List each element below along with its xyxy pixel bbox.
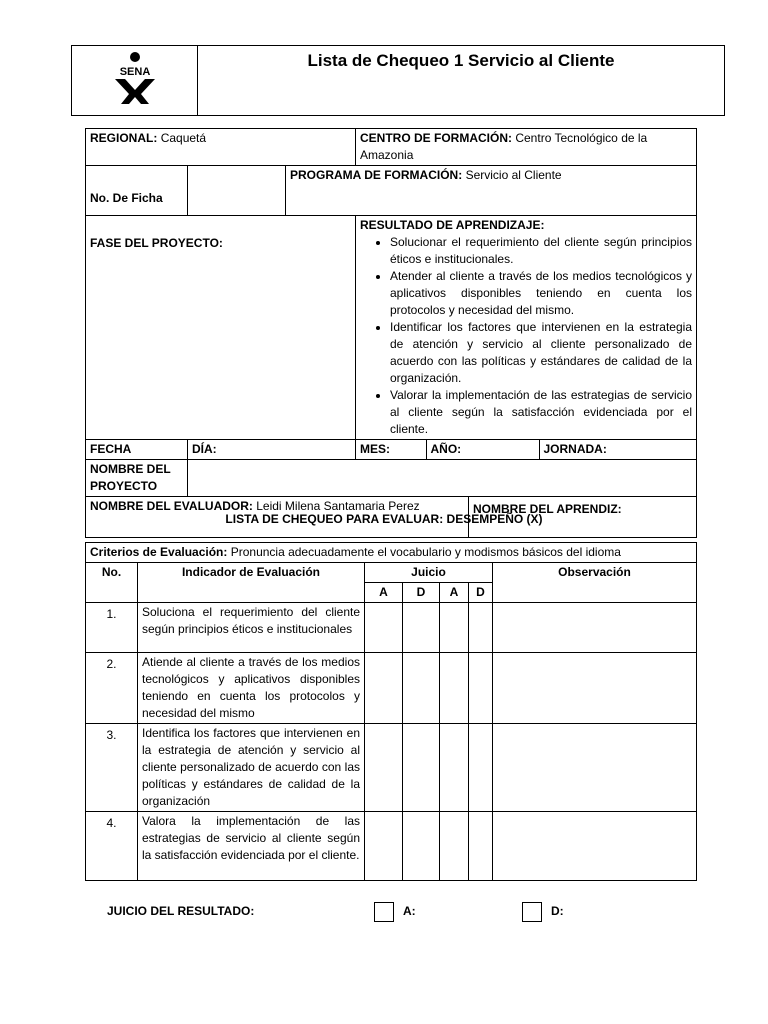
juicio-cell[interactable]	[403, 724, 440, 812]
juicio-cell[interactable]	[365, 812, 403, 881]
row-no: 3.	[86, 724, 138, 812]
fase-label: FASE DEL PROYECTO:	[86, 216, 356, 440]
row-no: 4.	[86, 812, 138, 881]
row-no: 2.	[86, 653, 138, 724]
checklist-table	[85, 542, 697, 881]
juicio-cell[interactable]	[403, 653, 440, 724]
aprendiz-label: NOMBRE DEL APRENDIZ:	[469, 497, 697, 538]
juicio-col-a: A	[440, 583, 469, 603]
dia-label: DÍA:	[188, 440, 356, 460]
nombre-proyecto-value	[188, 460, 697, 497]
juicio-cell[interactable]	[440, 812, 469, 881]
juicio-cell[interactable]	[365, 653, 403, 724]
resultado-list	[360, 234, 692, 438]
ano-label: AÑO:	[426, 440, 539, 459]
col-indicador-header: Indicador de Evaluación	[138, 563, 365, 603]
table-row	[86, 653, 697, 724]
juicio-cell[interactable]	[469, 812, 493, 881]
col-observacion-header: Observación	[493, 563, 697, 603]
observacion-cell[interactable]	[493, 653, 697, 724]
list-item: • Identificar los factores que intervienen en la estrategia de atención y servicio al cliente personalizado de acuerdo con las políticas y estándares de calidad de la organización.	[390, 319, 692, 387]
juicio-cell[interactable]	[469, 653, 493, 724]
checklist-heading: LISTA DE CHEQUEO PARA EVALUAR: DESEMPEÑO (X)	[225, 512, 543, 526]
juicio-cell[interactable]	[469, 603, 493, 653]
juicio-col-d: D	[403, 583, 440, 603]
observacion-cell[interactable]	[493, 724, 697, 812]
juicio-cell[interactable]	[469, 724, 493, 812]
table-row	[86, 812, 697, 881]
evaluador-cell: NOMBRE DEL EVALUADOR: Leidi Milena Santamaria Perez	[86, 497, 469, 538]
juicio-cell[interactable]	[440, 724, 469, 812]
checkbox-a-label: A:	[403, 904, 416, 918]
logo-text: SENA	[119, 66, 150, 78]
juicio-cell[interactable]	[365, 724, 403, 812]
info-table	[85, 128, 697, 538]
sena-logo-icon	[105, 50, 165, 106]
row-no: 1.	[86, 603, 138, 653]
jornada-label: JORNADA:	[543, 442, 607, 456]
programa-cell: PROGRAMA DE FORMACIÓN: Servicio al Cliente	[286, 166, 697, 216]
ficha-label: No. De Ficha	[86, 166, 188, 216]
row-indicador: Identifica los factores que intervienen en la estrategia de atención y servicio al cliente personalizado de acuerdo con las políticas y estándares de calidad de la organización	[138, 724, 365, 812]
juicio-col-d: D	[469, 583, 493, 603]
checkbox-d-label: D:	[551, 904, 564, 918]
observacion-cell[interactable]	[493, 603, 697, 653]
juicio-cell[interactable]	[440, 603, 469, 653]
centro-cell: CENTRO DE FORMACIÓN: Centro Tecnológico de la Amazonia	[356, 129, 697, 166]
juicio-cell[interactable]	[365, 603, 403, 653]
col-juicio-header: Juicio	[365, 563, 493, 583]
table-row	[86, 603, 697, 653]
ficha-value	[188, 166, 286, 216]
regional-cell: REGIONAL: Caquetá	[86, 129, 356, 166]
mes-label: MES:	[356, 440, 426, 459]
criterios-cell: Criterios de Evaluación: Pronuncia adecuadamente el vocabulario y modismos básicos del idioma	[86, 543, 697, 563]
resultado-cell: RESULTADO DE APRENDIZAJE: • Solucionar el requerimiento del cliente según principios éticos e institucionales. • Atender al cliente a través de los medios tecnológicos y aplicativos disponibles teniendo en cuenta los protocolos y necesidad del mismo. • Identificar los factores que intervienen en la estrategia de atención y servicio al cliente personalizado de acuerdo con las políticas y estándares de calidad de la organización. • Valorar la implementación de las estrategias de servicio al cliente según la satisfacción evidenciada por el cliente.	[356, 216, 697, 440]
juicio-cell[interactable]	[403, 603, 440, 653]
nombre-proyecto-label: NOMBRE DEL PROYECTO	[86, 460, 188, 497]
juicio-cell[interactable]	[440, 653, 469, 724]
fecha-label: FECHA	[86, 440, 188, 460]
observacion-cell[interactable]	[493, 812, 697, 881]
list-item: • Solucionar el requerimiento del cliente según principios éticos e institucionales.	[390, 234, 692, 268]
logo-cell	[72, 46, 198, 116]
header-table	[71, 45, 725, 116]
row-indicador: Atiende al cliente a través de los medios tecnológicos y aplicativos disponibles teniendo en cuenta los protocolos y necesidad del mismo	[138, 653, 365, 724]
row-indicador: Soluciona el requerimiento del cliente según principios éticos e institucionales	[138, 603, 365, 653]
checkbox-d[interactable]	[522, 902, 542, 922]
col-no-header: No.	[86, 563, 138, 603]
checkbox-a[interactable]	[374, 902, 394, 922]
table-row	[86, 724, 697, 812]
juicio-col-a: A	[365, 583, 403, 603]
juicio-cell[interactable]	[403, 812, 440, 881]
page-title: Lista de Chequeo 1 Servicio al Cliente	[198, 46, 725, 116]
list-item: • Atender al cliente a través de los medios tecnológicos y aplicativos disponibles teniendo en cuenta los protocolos y necesidad del mismo.	[390, 268, 692, 319]
row-indicador: Valora la implementación de las estrategias de servicio al cliente según la satisfacción evidenciada por el cliente.	[138, 812, 365, 881]
juicio-resultado-label: JUICIO DEL RESULTADO:	[107, 904, 255, 918]
list-item: • Valorar la implementación de las estrategias de servicio al cliente según la satisfacción evidenciada por el cliente.	[390, 387, 692, 438]
